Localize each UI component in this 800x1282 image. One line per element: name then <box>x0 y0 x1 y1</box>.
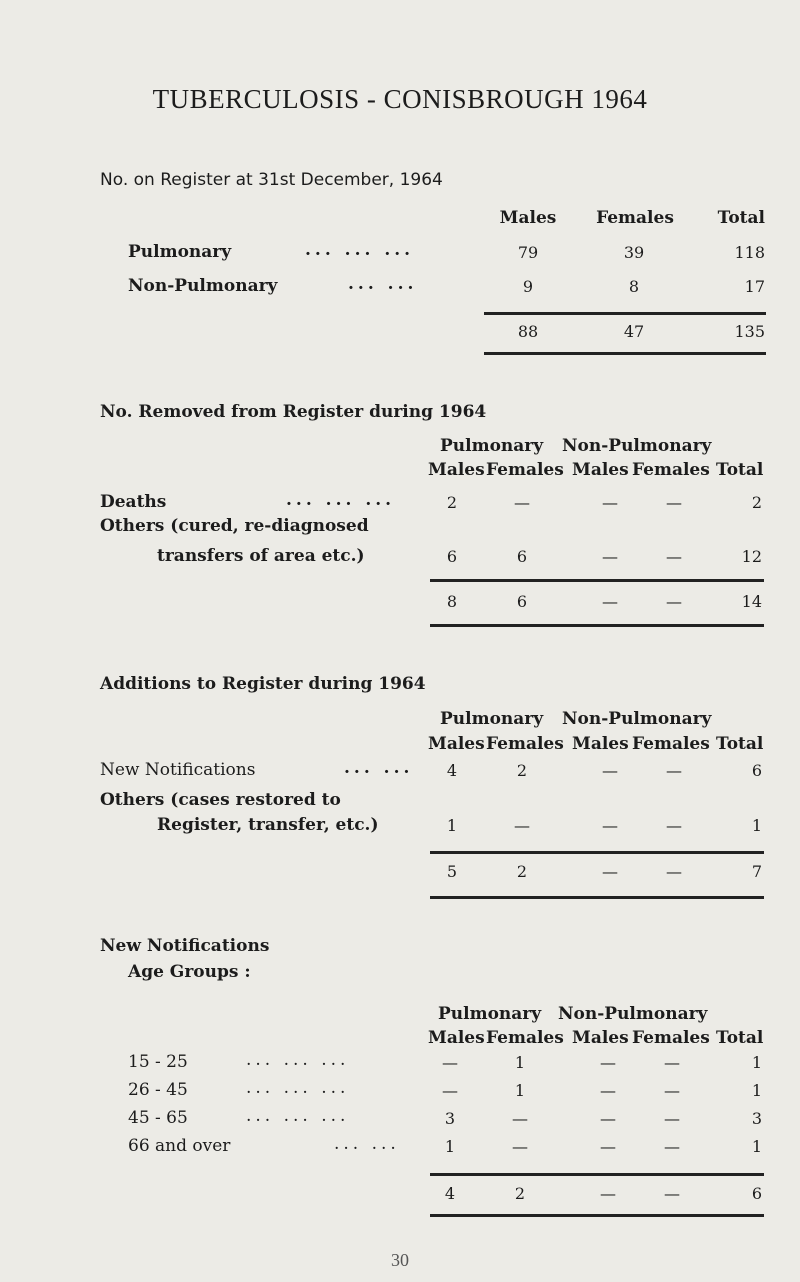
additions-col-males-p: Males <box>428 734 485 754</box>
removed-cell: 2 <box>446 493 458 512</box>
additions-cell: — <box>602 816 618 835</box>
removed-row-others-label-b: transfers of area etc.) <box>157 546 365 566</box>
additions-col-males-np: Males <box>572 734 629 754</box>
additions-cell: 2 <box>516 761 528 780</box>
age-heading-a: New Notifications <box>100 936 270 956</box>
age-cell: 3 <box>751 1109 762 1128</box>
removed-row-others-label-a: Others (cured, re-diagnosed <box>100 516 369 536</box>
additions-cell: — <box>666 816 682 835</box>
register-cell: 39 <box>623 243 645 262</box>
register-cell: 79 <box>517 243 539 262</box>
additions-group-nonpulmonary: Non-Pulmonary <box>562 709 712 729</box>
register-heading: No. on Register at 31st December, 1964 <box>100 170 443 190</box>
removed-col-total: Total <box>716 460 764 480</box>
age-col-females-np: Females <box>632 1028 710 1048</box>
removed-cell: 12 <box>741 547 762 566</box>
age-cell: — <box>442 1053 458 1072</box>
additions-row-new-dots: ... ... <box>344 758 414 778</box>
age-row-dots: ... ... ... <box>246 1078 350 1098</box>
additions-cell: 6 <box>751 761 762 780</box>
register-cell: 8 <box>628 277 640 296</box>
age-col-total: Total <box>716 1028 764 1048</box>
removed-total-cell: — <box>602 592 618 611</box>
age-row-label: 15 - 25 <box>128 1052 188 1072</box>
register-total-cell: 88 <box>517 322 539 341</box>
removed-cell: 6 <box>516 547 528 566</box>
removed-total-cell: 6 <box>516 592 528 611</box>
removed-row-deaths-label: Deaths <box>100 492 167 512</box>
age-group-pulmonary: Pulmonary <box>438 1004 542 1024</box>
register-total-cell: 47 <box>623 322 645 341</box>
age-rule-bottom <box>430 1214 764 1217</box>
age-row-dots: ... ... ... <box>246 1050 350 1070</box>
age-row-label: 45 - 65 <box>128 1108 188 1128</box>
age-cell: 1 <box>751 1053 762 1072</box>
removed-col-males-p: Males <box>428 460 485 480</box>
age-cell: — <box>600 1081 616 1100</box>
register-col-total: Total <box>717 208 765 228</box>
age-row-dots: ... ... <box>334 1134 400 1154</box>
age-cell: — <box>600 1109 616 1128</box>
removed-total-cell: — <box>666 592 682 611</box>
additions-cell: 4 <box>446 761 458 780</box>
removed-group-pulmonary: Pulmonary <box>440 436 544 456</box>
additions-rule-bottom <box>430 896 764 899</box>
register-row-nonpulmonary-dots: ... ... <box>348 274 418 294</box>
age-cell: 1 <box>514 1053 526 1072</box>
additions-cell: 1 <box>751 816 762 835</box>
register-total-cell: 135 <box>734 322 765 341</box>
additions-heading: Additions to Register during 1964 <box>100 674 426 694</box>
removed-col-females-np: Females <box>632 460 710 480</box>
additions-cell: — <box>514 816 530 835</box>
age-cell: — <box>664 1137 680 1156</box>
additions-total-cell: — <box>602 862 618 881</box>
age-cell: 1 <box>514 1081 526 1100</box>
age-col-males-np: Males <box>572 1028 629 1048</box>
age-cell: — <box>600 1053 616 1072</box>
additions-cell: — <box>602 761 618 780</box>
age-cell: 1 <box>444 1137 456 1156</box>
additions-rule-top <box>430 851 764 854</box>
additions-row-new-label: New Notifications <box>100 760 256 780</box>
age-total-cell: 6 <box>751 1184 762 1203</box>
additions-row-others-label-a: Others (cases restored to <box>100 790 341 810</box>
register-row-nonpulmonary-label: Non-Pulmonary <box>128 276 278 296</box>
age-row-label: 66 and over <box>128 1136 231 1156</box>
additions-col-females-p: Females <box>486 734 564 754</box>
removed-total-cell: 14 <box>741 592 762 611</box>
register-row-pulmonary-label: Pulmonary <box>128 242 232 262</box>
age-row-label: 26 - 45 <box>128 1080 188 1100</box>
removed-cell: — <box>602 493 618 512</box>
register-cell: 118 <box>734 243 765 262</box>
age-col-males-p: Males <box>428 1028 485 1048</box>
additions-group-pulmonary: Pulmonary <box>440 709 544 729</box>
age-col-females-p: Females <box>486 1028 564 1048</box>
removed-row-deaths-dots: ... ... ... <box>286 490 396 510</box>
additions-col-total: Total <box>716 734 764 754</box>
removed-group-nonpulmonary: Non-Pulmonary <box>562 436 712 456</box>
age-total-cell: — <box>600 1184 616 1203</box>
register-row-pulmonary-dots: ... ... ... <box>305 240 415 260</box>
additions-cell: — <box>666 761 682 780</box>
removed-cell: — <box>666 493 682 512</box>
age-cell: 1 <box>751 1081 762 1100</box>
additions-row-others-label-b: Register, transfer, etc.) <box>157 815 379 835</box>
removed-total-cell: 8 <box>446 592 458 611</box>
register-cell: 17 <box>744 277 765 296</box>
age-cell: — <box>664 1081 680 1100</box>
age-group-nonpulmonary: Non-Pulmonary <box>558 1004 708 1024</box>
page-number: 30 <box>391 1250 409 1270</box>
age-total-cell: 2 <box>514 1184 526 1203</box>
removed-col-males-np: Males <box>572 460 629 480</box>
additions-total-cell: 2 <box>516 862 528 881</box>
age-cell: 1 <box>751 1137 762 1156</box>
age-total-cell: 4 <box>444 1184 456 1203</box>
register-col-males: Males <box>499 208 557 228</box>
removed-cell: — <box>666 547 682 566</box>
age-cell: — <box>442 1081 458 1100</box>
age-cell: — <box>512 1109 528 1128</box>
removed-rule-bottom <box>430 624 764 627</box>
page-title: TUBERCULOSIS - CONISBROUGH 1964 <box>152 84 648 114</box>
additions-total-cell: 5 <box>446 862 458 881</box>
register-rule-top <box>484 312 766 315</box>
register-cell: 9 <box>522 277 534 296</box>
age-row-dots: ... ... ... <box>246 1106 350 1126</box>
removed-cell: 6 <box>446 547 458 566</box>
age-cell: — <box>512 1137 528 1156</box>
register-col-females: Females <box>596 208 674 228</box>
removed-col-females-p: Females <box>486 460 564 480</box>
age-cell: 3 <box>444 1109 456 1128</box>
additions-cell: 1 <box>446 816 458 835</box>
age-total-cell: — <box>664 1184 680 1203</box>
additions-total-cell: — <box>666 862 682 881</box>
removed-cell: 2 <box>751 493 762 512</box>
removed-cell: — <box>514 493 530 512</box>
age-cell: — <box>664 1053 680 1072</box>
age-heading-b: Age Groups : <box>128 962 251 982</box>
additions-col-females-np: Females <box>632 734 710 754</box>
removed-heading: No. Removed from Register during 1964 <box>100 402 487 422</box>
age-rule-top <box>430 1173 764 1176</box>
age-cell: — <box>664 1109 680 1128</box>
removed-cell: — <box>602 547 618 566</box>
register-rule-bottom <box>484 352 766 355</box>
additions-total-cell: 7 <box>751 862 762 881</box>
age-cell: — <box>600 1137 616 1156</box>
removed-rule-top <box>430 579 764 582</box>
